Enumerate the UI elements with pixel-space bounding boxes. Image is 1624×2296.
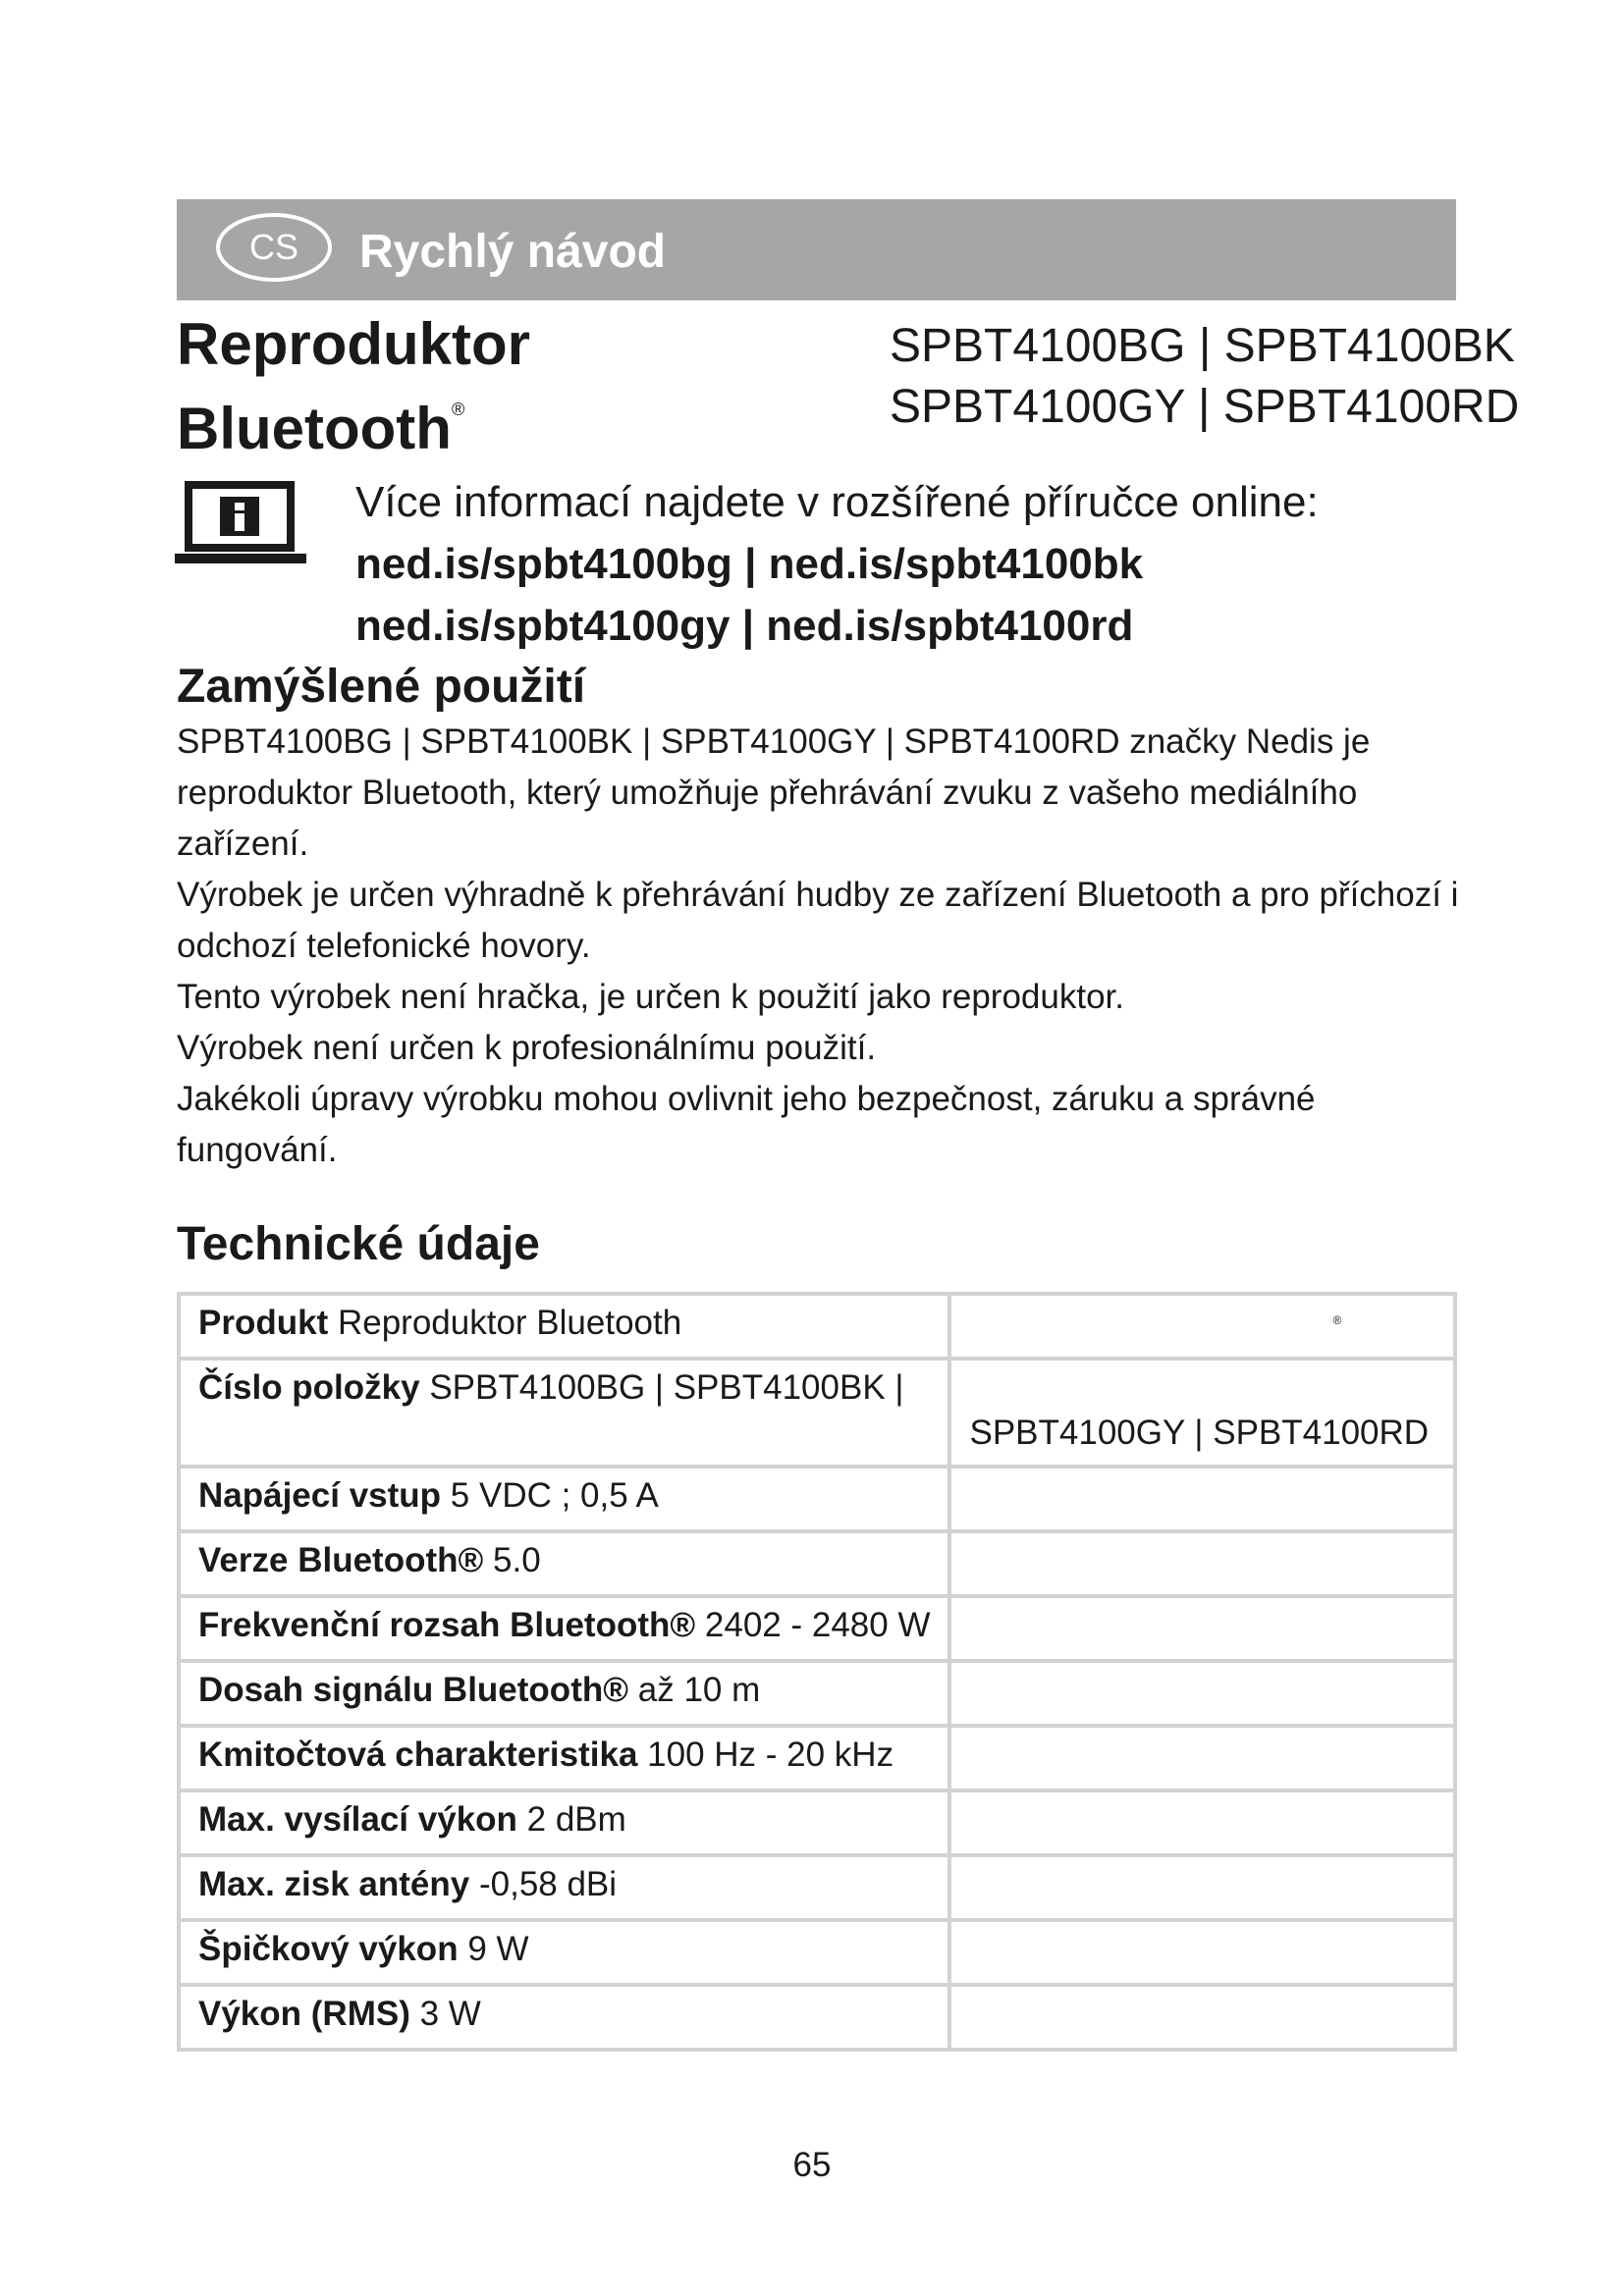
stray-registered-mark: ® bbox=[1332, 1313, 1342, 1327]
spec-label: Číslo položky bbox=[198, 1368, 420, 1407]
spec-value: 5.0 bbox=[493, 1541, 541, 1579]
spec-cell bbox=[949, 1467, 1455, 1531]
spec-table bbox=[177, 1292, 1457, 2052]
intended-use-text bbox=[177, 717, 1473, 1176]
spec-label: Max. vysílací výkon bbox=[198, 1800, 517, 1839]
spec-cell bbox=[949, 1790, 1455, 1855]
spec-cell bbox=[179, 1294, 949, 1359]
spec-label: Produkt bbox=[198, 1304, 329, 1342]
page-number: 65 bbox=[792, 2146, 832, 2184]
spec-label: Dosah signálu Bluetooth® bbox=[198, 1671, 629, 1709]
spec-label: Výkon (RMS) bbox=[198, 1995, 410, 2033]
intended-use-paragraph: Výrobek není určen k profesionálnímu použití. bbox=[177, 1029, 877, 1067]
spec-value: 9 W bbox=[467, 1930, 529, 1968]
models-line2: SPBT4100GY | SPBT4100RD bbox=[890, 381, 1520, 433]
table-row bbox=[179, 1359, 1455, 1467]
info-text: Více informací najdete v rozšířené příručce online: bbox=[355, 478, 1319, 526]
intended-use-paragraph: Jakékoli úpravy výrobku mohou ovlivnit jeho bezpečnost, záruku a správné fungování. bbox=[177, 1080, 1316, 1169]
spec-cell bbox=[179, 1596, 949, 1661]
online-manual-info bbox=[355, 471, 1319, 657]
intended-use-heading: Zamýšlené použití bbox=[177, 661, 586, 713]
spec-cell bbox=[949, 1294, 1455, 1359]
table-row bbox=[179, 1790, 1455, 1855]
spec-cell bbox=[179, 1790, 949, 1855]
spec-cell bbox=[949, 1359, 1455, 1467]
spec-cell bbox=[179, 1531, 949, 1596]
table-row bbox=[179, 1294, 1455, 1359]
intended-use-paragraph: Tento výrobek není hračka, je určen k použití jako reproduktor. bbox=[177, 978, 1124, 1016]
table-row bbox=[179, 1467, 1455, 1531]
spec-cell bbox=[949, 1531, 1455, 1596]
spec-cell bbox=[179, 1359, 949, 1467]
spec-value: 2402 - 2480 W bbox=[704, 1606, 931, 1644]
banner-title: Rychlý návod bbox=[359, 226, 667, 278]
language-badge: CS bbox=[216, 213, 332, 282]
product-title-line1: Reproduktor bbox=[177, 311, 530, 377]
spec-value: SPBT4100BG | SPBT4100BK | bbox=[429, 1368, 904, 1407]
spec-cell bbox=[949, 1596, 1455, 1661]
model-numbers bbox=[890, 316, 1519, 438]
spec-label: Špičkový výkon bbox=[198, 1930, 459, 1968]
spec-cell bbox=[179, 1467, 949, 1531]
table-row bbox=[179, 1531, 1455, 1596]
spec-label: Frekvenční rozsah Bluetooth® bbox=[198, 1606, 696, 1644]
registered-mark: ® bbox=[451, 400, 465, 419]
table-row bbox=[179, 1596, 1455, 1661]
spec-value: -0,58 dBi bbox=[478, 1865, 618, 1903]
spec-label: Verze Bluetooth® bbox=[198, 1541, 484, 1579]
header-banner bbox=[177, 199, 1456, 300]
intended-use-paragraph: Výrobek je určen výhradně k přehrávání hudby ze zařízení Bluetooth a pro příchozí i odchozí telefonické hovory. bbox=[177, 876, 1459, 965]
manual-link-1[interactable]: ned.is/spbt4100bg | ned.is/spbt4100bk bbox=[355, 540, 1144, 588]
spec-cell bbox=[949, 1985, 1455, 2050]
table-row bbox=[179, 1726, 1455, 1790]
table-row bbox=[179, 1855, 1455, 1920]
spec-value: až 10 m bbox=[637, 1671, 761, 1709]
spec-cell bbox=[179, 1985, 949, 2050]
spec-label: Max. zisk antény bbox=[198, 1865, 470, 1903]
spec-value-continued: SPBT4100GY | SPBT4100RD bbox=[969, 1414, 1430, 1452]
spec-value: 2 dBm bbox=[526, 1800, 626, 1839]
spec-cell bbox=[179, 1855, 949, 1920]
spec-value: 3 W bbox=[419, 1995, 481, 2033]
tech-specs-heading: Technické údaje bbox=[177, 1218, 540, 1270]
manual-link-2[interactable]: ned.is/spbt4100gy | ned.is/spbt4100rd bbox=[355, 602, 1134, 650]
spec-cell bbox=[949, 1920, 1455, 1985]
spec-cell bbox=[179, 1726, 949, 1790]
product-title-text: Bluetooth bbox=[177, 396, 452, 461]
spec-label: Napájecí vstup bbox=[198, 1476, 442, 1515]
intended-use-paragraph: SPBT4100BG | SPBT4100BK | SPBT4100GY | SPBT4100RD značky Nedis je reproduktor Bluetooth, který umožňuje přehrávání zvuku z vašeho mediálního zařízení. bbox=[177, 722, 1371, 863]
spec-cell bbox=[949, 1661, 1455, 1726]
spec-value: Reproduktor Bluetooth bbox=[337, 1304, 682, 1342]
spec-cell bbox=[949, 1726, 1455, 1790]
laptop-info-icon bbox=[175, 481, 306, 565]
table-row bbox=[179, 1920, 1455, 1985]
product-title-line2 bbox=[177, 377, 530, 461]
spec-value: 5 VDC ; 0,5 A bbox=[450, 1476, 659, 1515]
spec-value: 100 Hz - 20 kHz bbox=[647, 1735, 894, 1774]
product-title bbox=[177, 312, 530, 461]
spec-cell bbox=[179, 1661, 949, 1726]
models-line1: SPBT4100BG | SPBT4100BK bbox=[890, 320, 1515, 372]
spec-cell bbox=[949, 1855, 1455, 1920]
table-row bbox=[179, 1661, 1455, 1726]
table-row bbox=[179, 1985, 1455, 2050]
spec-cell bbox=[179, 1920, 949, 1985]
spec-label: Kmitočtová charakteristika bbox=[198, 1735, 638, 1774]
